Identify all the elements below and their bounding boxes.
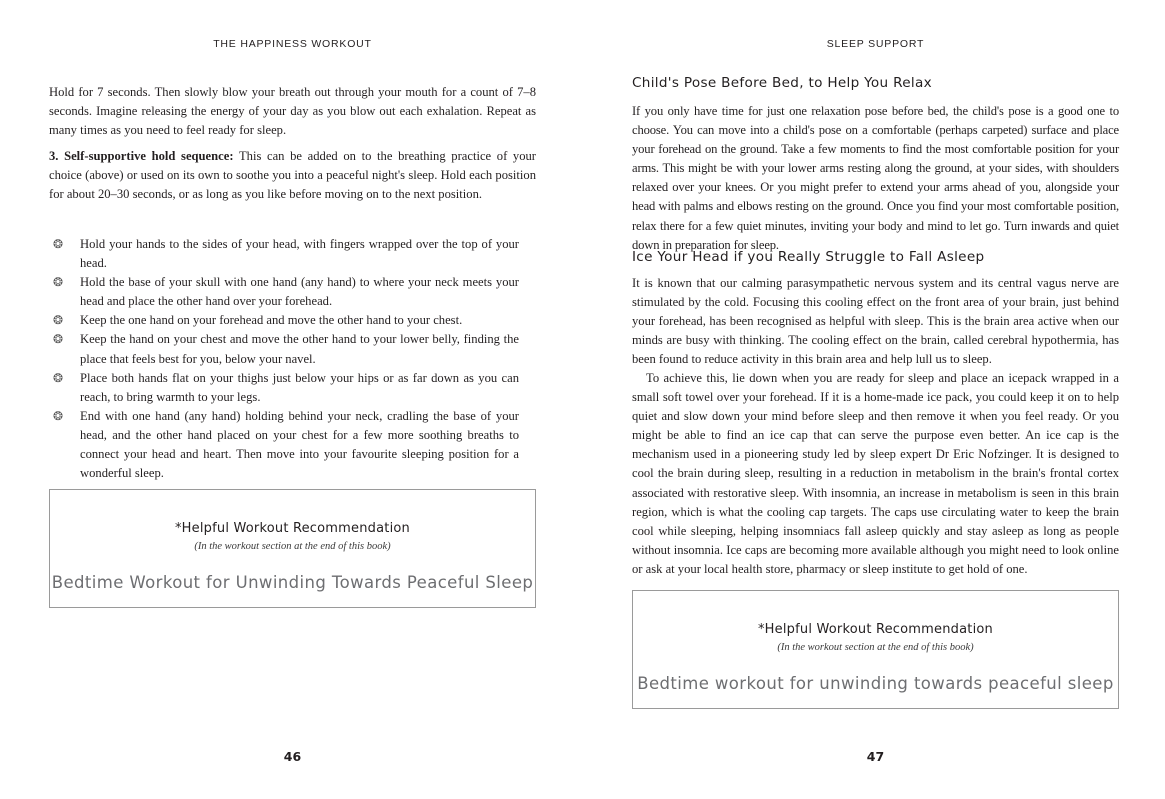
body-paragraph: Hold for 7 seconds. Then slowly blow your breath out through your mouth for a count of 7–8 seconds. Imagine releasing the energy of your day as you blow out each exhalation. Repeat as many times as you need to feel ready for sleep. [49,85,536,138]
bullet-icon: ❂ [53,275,64,290]
workout-recommendation-box [632,590,1119,709]
body-paragraph: If you only have time for just one relaxation pose before bed, the child's pose is a good one to choose. You can move into a child's pose on a comfortable (perhaps carpeted) surface and place your forehead on the ground. Take a few moments to find the most comfortable position for your arms. This might be with your lower arms resting along the ground, at your sides, with shoulders relaxed over your knees. Or you might prefer to extend your arms ahead of you, alongside your head with palms and elbows resting on the ground. Once you find your most comfortable position, relax there for a few quiet minutes, inviting your body and mind to let go. Turn inwards and quiet down in preparation for sleep. [632,104,1119,252]
recommendation-subheading: (In the workout section at the end of this book) [777,642,974,653]
bullet-icon: ❂ [53,332,64,347]
bullet-icon: ❂ [53,370,64,385]
left-page [49,0,536,799]
list-item [49,311,519,330]
right-page [632,0,1119,799]
section-heading: Child's Pose Before Bed, to Help You Relax [632,75,932,91]
list-item-text: Place both hands flat on your thighs just below your hips or as far down as you can reach, to bring warmth to your legs. [80,370,519,404]
list-item-text: Keep the hand on your chest and move the other hand to your lower belly, finding the place that feels best for you, below your navel. [80,332,519,366]
hold-sequence-list [49,235,519,483]
recommendation-heading: *Helpful Workout Recommendation [174,521,410,536]
bullet-icon: ❂ [53,237,64,251]
paragraph-text: This can be added on to the breathing practice of your choice (above) or used on its own to soothe you into a peaceful night's sleep. Hold each position for about 20–30 seconds, or as long as you like before moving on to the next position. [49,149,537,202]
body-paragraph: It is known that our calming parasympathetic nervous system and its central vagus nerve are stimulated by the cold. Focusing this cooling effect on the front area of your brain, just behind your forehead, has been recognised as helpful with sleep. This is the brain area active when our minds are busy with thinking. The cooling effect on the brain, called cerebral hypothermia, has been found to reduce activity in this brain area and help lull us to sleep. [632,276,1119,367]
recommendation-title: Bedtime Workout for Unwinding Towards Peaceful Sleep [51,573,534,592]
bullet-icon: ❂ [53,313,64,328]
recommendation-heading: *Helpful Workout Recommendation [757,622,993,637]
list-item-text: End with one hand (any hand) holding behind your neck, cradling the base of your head, and the other hand placed on your chest for a few more soothing breaths to connect your head and heart. Then move into your favourite sleeping position for a wonderful sleep. [80,408,519,481]
running-head: THE HAPPINESS WORKOUT [213,38,372,50]
page-number: 47 [866,749,885,764]
bullet-icon: ❂ [53,408,64,423]
list-item-text: Hold your hands to the sides of your head, with fingers wrapped over the top of your head. [80,237,519,271]
list-item [49,407,519,483]
list-item [49,369,519,407]
list-item-text: Keep the one hand on your forehead and move the other hand to your chest. [80,313,463,328]
section-heading: Ice Your Head if you Really Struggle to Fall Asleep [632,249,985,265]
running-head: SLEEP SUPPORT [826,38,925,50]
recommendation-title: Bedtime workout for unwinding towards peaceful sleep [637,674,1114,693]
body-paragraph: To achieve this, lie down when you are ready for sleep and place an icepack wrapped in a small soft towel over your forehead. If it is a home-made ice pack, you could keep it on to help quiet and slow down your mind before sleep and then remove it when you feel ready. Or you might be able to find an ice cap that can serve the purpose even better. An ice cap is the mechanism used in a pioneering study led by sleep expert Dr Eric Nofzinger. It is designed to cool the brain during sleep, resulting in a reduction in metabolism in the brain's frontal cortex associated with restorative sleep. With insomnia, an increase in metabolism is seen in this brain region, which is what the cooling cap targets. The caps use circulating water to keep the brain cool while sleeping, helping insomniacs fall asleep quickly and stay asleep as long as people without insomnia. Ice caps are becoming more available although you might need to look online or ask at your local health store, pharmacy or sleep institute to get hold of one. [632,371,1119,576]
list-item-text: Hold the base of your skull with one hand (any hand) to where your neck meets your head and place the other hand over your forehead. [80,275,519,309]
recommendation-subheading: (In the workout section at the end of this book) [194,541,391,552]
paragraph-lead-in: 3. Self-supportive hold sequence: [49,149,234,163]
workout-recommendation-box [49,489,536,608]
body-paragraph [49,147,536,204]
page-number: 46 [283,749,302,764]
list-item [49,235,519,273]
list-item [49,330,519,368]
list-item [49,273,519,311]
